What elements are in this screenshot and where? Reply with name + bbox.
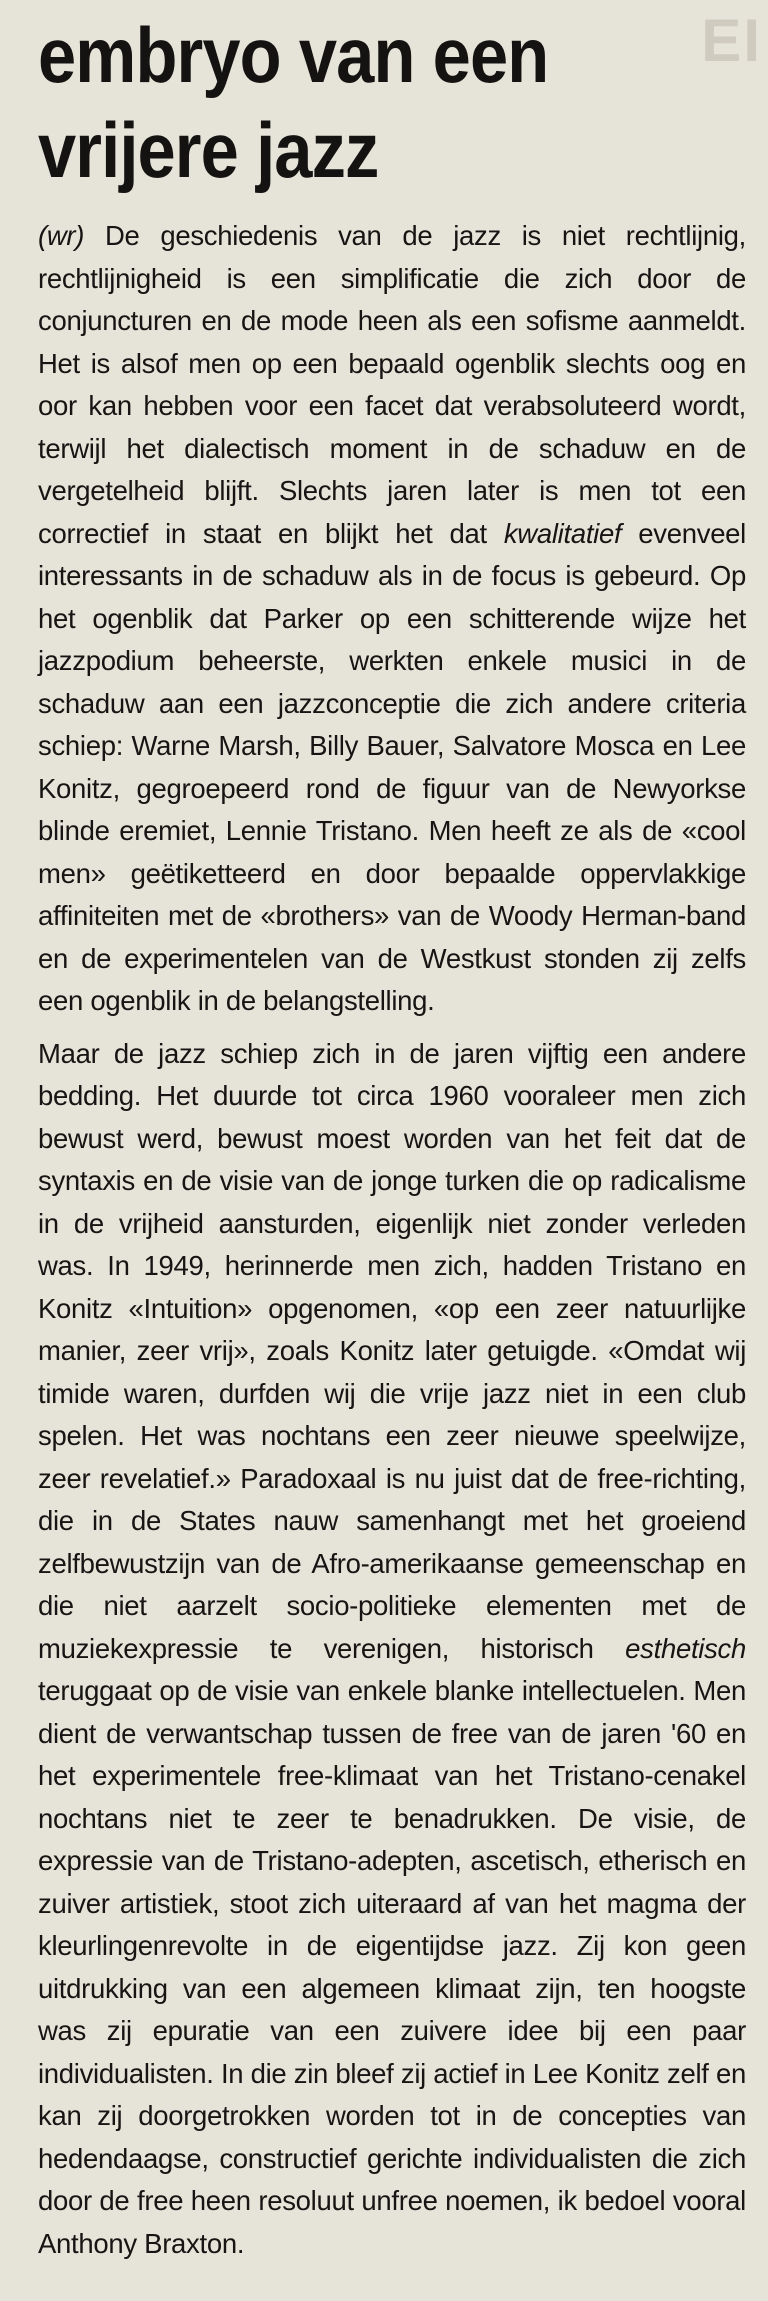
byline: (wr): [38, 220, 85, 251]
headline: [38, 8, 636, 198]
paragraph-2: [38, 1033, 746, 2266]
paragraph-1-part-1: De geschiedenis van de jazz is niet rechtlijnig, rechtlijnigheid is een simplificatie die zich door de conjuncturen en de mode heen als een sofisme aanmeldt. Het is alsof men op een bepaald ogenblik slechts oog en oor kan hebben voor een facet dat verabsoluteerd wordt, terwijl het dialectisch moment in de schaduw en de vergetelheid blijft. Slechts jaren later is men tot een correctief in staat en blijkt het dat: [38, 220, 746, 549]
paragraph-1-part-2: evenveel interessants in de schaduw als in de focus is gebeurd. Op het ogenblik dat Parker op een schitterende wijze het jazzpodium beheerste, werkten enkele musici in de schaduw aan een jazzconceptie die zich andere criteria schiep: Warne Marsh, Billy Bauer, Salvatore Mosca en Lee Konitz, gegroepeerd rond de figuur van de Newyorkse blinde eremiet, Lennie Tristano. Men heeft ze als de «cool men» geëtiketteerd en door bepaalde oppervlakkige affiniteiten met de «brothers» van de Woody Herman-band en de experimentelen van de Westkust stonden zij zelfs een ogenblik in de belangstelling.: [38, 517, 746, 1016]
headline-line-2: vrijere jazz: [38, 106, 379, 194]
paragraph-2-part-2: teruggaat op de visie van enkele blanke intellectuelen. Men dient de verwantschap tussen de free van de jaren '60 en het experimentele free-klimaat van het Tristano-cenakel nochtans niet te zeer te benadrukken. De visie, de expressie van de Tristano-adepten, ascetisch, etherisch en zuiver artistiek, stoot zich uiteraard af van het magma der kleurlingenrevolte in de eigentijdse jazz. Zij kon geen uitdrukking van een algemeen klimaat zijn, ten hoogste was zij epuratie van een zuivere idee bij een paar individualisten. In die zin bleef zij actief in Lee Konitz zelf en kan zij doorgetrokken worden tot in de concepties van hedendaagse, constructief gerichte individualisten die zich door de free heen resoluut unfree noemen, ik bedoel vooral Anthony Braxton.: [38, 1675, 746, 2259]
paragraph-2-emphasis: esthetisch: [625, 1632, 746, 1664]
article-body: [38, 215, 746, 2275]
headline-line-1: embryo van een: [38, 11, 549, 99]
paragraph-2-part-1: Maar de jazz schiep zich in de jaren vijftig een andere bedding. Het duurde tot circa 1960 vooraleer men zich bewust werd, bewust moest worden van het feit dat de syntaxis en de visie van de jonge turken die op radicalisme in de vrijheid aansturden, eigenlijk niet zonder verleden was. In 1949, herinnerde men zich, hadden Tristano en Konitz «Intuition» opgenomen, «op een zeer natuurlijke manier, zeer vrij», zoals Konitz later getuigde. «Omdat wij timide waren, durfden wij die vrije jazz niet in een club spelen. Het was nochtans een zeer nieuwe speelwijze, zeer revelatief.» Paradoxaal is nu juist dat de free-richting, die in de States nauw samenhangt met het groeiend zelfbewustzijn van de Afro-amerikaanse gemeenschap en die niet aarzelt socio-politieke elementen met de muziekexpressie te verenigen, historisch: [38, 1037, 746, 1664]
bleed-through-letters: EI: [701, 7, 762, 74]
paragraph-1: [38, 215, 746, 1023]
paragraph-1-emphasis: kwalitatief: [503, 517, 622, 549]
